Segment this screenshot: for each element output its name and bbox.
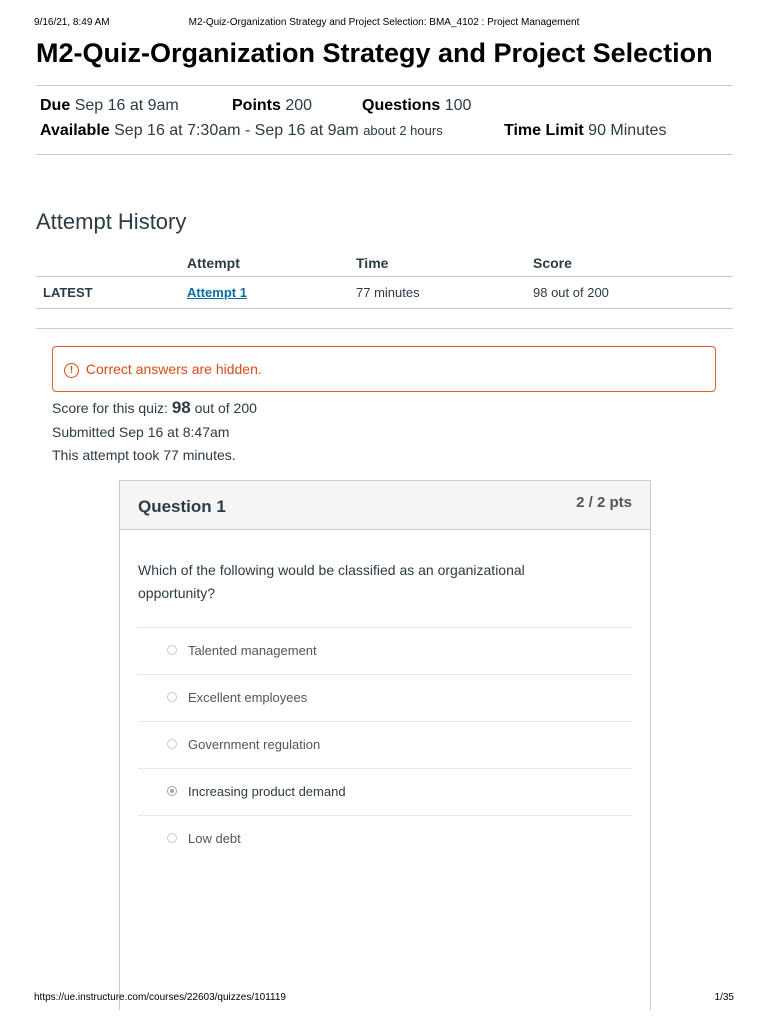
question-points: 2 / 2 pts bbox=[576, 494, 632, 511]
answer-option-selected[interactable] bbox=[138, 768, 632, 815]
column-header-time: Time bbox=[356, 250, 533, 277]
attempt-history-table bbox=[36, 250, 733, 309]
attempt-link[interactable]: Attempt 1 bbox=[187, 285, 247, 300]
time-limit-value: 90 Minutes bbox=[588, 122, 667, 139]
answer-label: Talented management bbox=[188, 643, 317, 658]
radio-button[interactable] bbox=[167, 833, 177, 843]
page-title: M2-Quiz-Organization Strategy and Project Selection bbox=[36, 38, 713, 68]
score-value: 98 bbox=[171, 398, 191, 417]
radio-button[interactable] bbox=[167, 739, 177, 749]
score-prefix: Score for this quiz: bbox=[52, 400, 168, 416]
due-value: Sep 16 at 9am bbox=[74, 97, 179, 114]
questions-label: Questions bbox=[362, 97, 441, 114]
correct-answers-hidden-alert bbox=[52, 346, 716, 392]
attempt-duration-line: This attempt took 77 minutes. bbox=[52, 447, 236, 463]
question-card bbox=[119, 480, 651, 1010]
attempt-score: 98 out of 200 bbox=[533, 277, 733, 309]
available-value: Sep 16 at 7:30am - Sep 16 at 9am bbox=[114, 122, 359, 139]
column-header-status bbox=[36, 250, 187, 277]
radio-button[interactable] bbox=[167, 645, 177, 655]
available-info bbox=[40, 122, 443, 140]
due-info bbox=[40, 97, 179, 115]
points-value: 200 bbox=[285, 97, 313, 114]
attempt-link-cell bbox=[187, 277, 356, 309]
alert-text: Correct answers are hidden. bbox=[85, 361, 262, 377]
time-limit-info bbox=[504, 122, 666, 140]
print-doc-title: M2-Quiz-Organization Strategy and Project Selection: BMA_4102 : Project Management bbox=[188, 17, 580, 28]
column-header-attempt: Attempt bbox=[187, 250, 356, 277]
points-label: Points bbox=[232, 97, 281, 114]
print-footer bbox=[34, 992, 734, 1006]
submitted-line: Submitted Sep 16 at 8:47am bbox=[52, 424, 230, 440]
questions-value: 100 bbox=[444, 97, 472, 114]
questions-info bbox=[362, 97, 471, 115]
print-page-number: 1/35 bbox=[714, 992, 734, 1003]
table-row bbox=[36, 277, 733, 309]
attempt-status: LATEST bbox=[36, 277, 187, 309]
question-title: Question 1 bbox=[138, 497, 226, 516]
time-limit-label: Time Limit bbox=[504, 122, 584, 139]
quiz-score-line bbox=[52, 398, 257, 418]
question-header bbox=[120, 481, 650, 530]
table-header-row bbox=[36, 250, 733, 277]
due-label: Due bbox=[40, 97, 71, 114]
print-date: 9/16/21, 8:49 AM bbox=[34, 17, 110, 28]
answer-label: Low debt bbox=[188, 831, 241, 846]
score-suffix: out of 200 bbox=[194, 400, 257, 416]
history-divider bbox=[36, 328, 733, 329]
attempt-history-heading: Attempt History bbox=[36, 209, 187, 234]
radio-button[interactable] bbox=[167, 692, 177, 702]
answer-option[interactable] bbox=[138, 721, 632, 768]
radio-button-selected[interactable] bbox=[167, 786, 177, 796]
alert-content bbox=[64, 361, 262, 378]
available-label: Available bbox=[40, 122, 110, 139]
answer-list bbox=[138, 627, 632, 862]
question-text: Which of the following would be classified as an organizational opportunity? bbox=[138, 562, 525, 601]
points-info bbox=[232, 97, 312, 115]
print-url: https://ue.instructure.com/courses/22603/quizzes/101119 bbox=[34, 992, 286, 1003]
column-header-score: Score bbox=[533, 250, 733, 277]
answer-label: Excellent employees bbox=[188, 690, 308, 705]
print-header bbox=[34, 17, 734, 31]
answer-label: Increasing product demand bbox=[188, 784, 346, 799]
warning-circle-icon: ! bbox=[64, 363, 79, 378]
answer-option[interactable] bbox=[138, 815, 632, 862]
meta-divider bbox=[36, 154, 733, 155]
title-divider bbox=[36, 85, 733, 86]
available-duration: about 2 hours bbox=[363, 123, 443, 138]
answer-option[interactable] bbox=[138, 627, 632, 674]
answer-label: Government regulation bbox=[188, 737, 321, 752]
attempt-time: 77 minutes bbox=[356, 277, 533, 309]
answer-option[interactable] bbox=[138, 674, 632, 721]
